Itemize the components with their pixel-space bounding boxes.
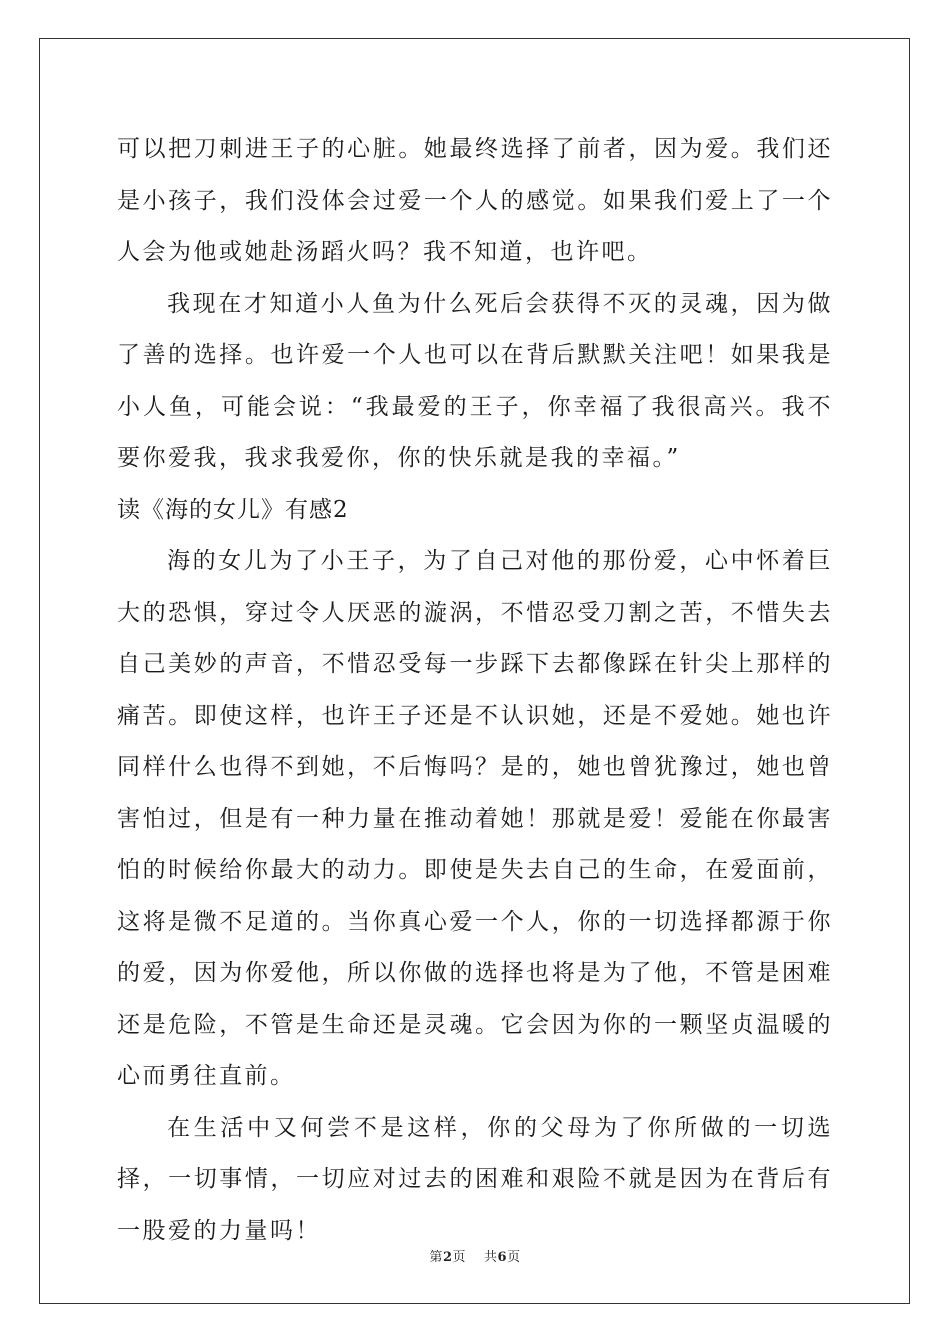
footer-page-suffix: 页 <box>452 1250 466 1265</box>
document-body <box>117 124 833 1257</box>
section-heading: 读《海的女儿》有感2 <box>117 496 349 523</box>
page-footer <box>0 1246 950 1265</box>
paragraph-4: 在生活中又何尝不是这样，你的父母为了你所做的一切选择，一切事情，一切应对过去的困难和艰险不就是因为在背后有一股爱的力量吗！ <box>117 1114 833 1244</box>
footer-total-pages: 6 <box>497 1250 508 1265</box>
paragraph-2: 我现在才知道小人鱼为什么死后会获得不灭的灵魂，因为做了善的选择。也许爱一个人也可以在背后默默关注吧！如果我是小人鱼，可能会说：“我最爱的王子，你幸福了我很高兴。我不要你爱我，我求我爱你，你的快乐就是我的幸福。” <box>117 290 833 471</box>
footer-total-suffix: 页 <box>507 1250 521 1265</box>
footer-page-prefix: 第 <box>429 1250 443 1265</box>
footer-page-number: 2 <box>442 1250 453 1265</box>
paragraph-1: 可以把刀刺进王子的心脏。她最终选择了前者，因为爱。我们还是小孩子，我们没体会过爱一个人的感觉。如果我们爱上了一个人会为他或她赴汤蹈火吗？我不知道，也许吧。 <box>117 136 833 265</box>
footer-total-prefix: 共 <box>484 1250 498 1265</box>
paragraph-3: 海的女儿为了小王子，为了自己对他的那份爱，心中怀着巨大的恐惧，穿过令人厌恶的漩涡，不惜忍受刀割之苦，不惜失去自己美妙的声音，不惜忍受每一步踩下去都像踩在针尖上那样的痛苦。即使这样，也许王子还是不认识她，还是不爱她。她也许同样什么也得不到她，不后悔吗？是的，她也曾犹豫过，她也曾害怕过，但是有一种力量在推动着她！那就是爱！爱能在你最害怕的时候给你最大的动力。即使是失去自己的生命，在爱面前，这将是微不足道的。当你真心爱一个人，你的一切选择都源于你的爱，因为你爱他，所以你做的选择也将是为了他，不管是困难还是危险，不管是生命还是灵魂。它会因为你的一颗坚贞温暖的心而勇往直前。 <box>117 548 833 1089</box>
